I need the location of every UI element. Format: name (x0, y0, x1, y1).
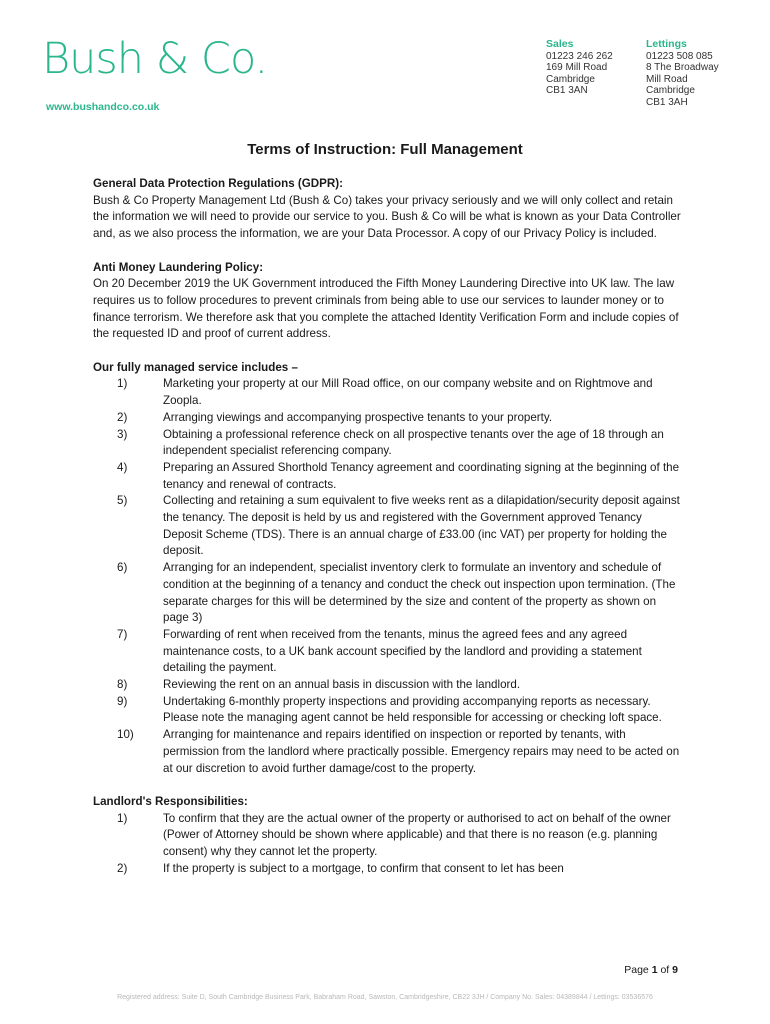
list-text: Arranging viewings and accompanying prospective tenants to your property. (163, 410, 553, 424)
page-label: Page (624, 964, 649, 976)
list-item (93, 861, 683, 878)
sales-phone: 01223 246 262 (546, 50, 613, 62)
list-text: To confirm that they are the actual owner of the property or authorised to act on behalf of the owner (Power of Attorney should be shown where applicable) and that there is no reason (e.g. planning consent) why they cannot let the property. (163, 811, 671, 859)
list-item (93, 427, 683, 460)
lettings-office-contact (646, 39, 719, 109)
list-number: 1) (117, 377, 128, 391)
list-number: 4) (117, 460, 128, 474)
lettings-heading: Lettings (646, 38, 687, 50)
service-section (93, 360, 683, 778)
list-text: Reviewing the rent on an annual basis in discussion with the landlord. (163, 678, 521, 692)
gdpr-heading: General Data Protection Regulations (GDPR): (93, 177, 343, 190)
page-of-label: of (660, 964, 670, 976)
list-item (93, 460, 683, 493)
list-item (93, 627, 683, 677)
sales-heading: Sales (546, 38, 574, 50)
list-number: 6) (117, 561, 128, 575)
aml-heading: Anti Money Laundering Policy: (93, 260, 264, 274)
service-list (93, 376, 683, 777)
list-text: Arranging for an independent, specialist inventory clerk to formulate an inventory and schedule of condition at the beginning of a tenancy and conduct the check out inspection upon termination. (The separate charges for this will be determined by the size and content of the property as shown on page 3) (163, 561, 676, 625)
landlord-list (93, 811, 683, 878)
sales-address-line: Cambridge (546, 73, 595, 85)
list-text: Undertaking 6-monthly property inspections and providing accompanying reports as necessary. Please note the managing agent cannot be held responsible for accessing or checking loft space. (163, 694, 662, 725)
list-item (93, 727, 683, 777)
page-total: 9 (672, 964, 678, 976)
list-number: 5) (117, 494, 128, 508)
list-number: 2) (117, 861, 128, 875)
list-number: 2) (117, 410, 128, 424)
list-item (93, 560, 683, 627)
aml-section (93, 260, 683, 344)
aml-text: On 20 December 2019 the UK Government introduced the Fifth Money Laundering Directive into UK law. The law requires us to follow procedures to prevent criminals from being able to use our services to launder money or to finance terrorism. We therefore ask that you complete the attached Identity Verification Form and include copies of the requested ID and proof of current address. (93, 277, 679, 341)
lettings-address-line: 8 The Broadway (646, 62, 719, 74)
list-text: Collecting and retaining a sum equivalent to five weeks rent as a dilapidation/security deposit against the tenancy. The deposit is held by us and registered with the Government approved Tenancy Deposit Scheme (TDS). There is an annual charge of £33.00 (inc VAT) per property for holding the deposit. (163, 494, 680, 558)
sales-office-contact (546, 39, 613, 97)
page-current: 1 (651, 964, 658, 976)
list-text: Forwarding of rent when received from the tenants, minus the agreed fees and any agreed maintenance costs, to a UK bank account specified by the landlord and providing a statement detailing the payment. (163, 627, 642, 675)
list-item (93, 677, 683, 694)
list-number: 9) (117, 694, 128, 708)
lettings-address-line: CB1 3AH (646, 96, 688, 108)
landlord-heading: Landlord's Responsibilities: (93, 794, 248, 808)
list-text: Arranging for maintenance and repairs identified on inspection or reported by tenants, with permission from the landlord where practically possible. Emergency repairs may need to be acted on at our discretion to avoid further damage/cost to the property. (163, 728, 680, 775)
list-text: If the property is subject to a mortgage, to confirm that consent to let has been (163, 861, 564, 875)
list-item (93, 410, 683, 427)
lettings-address-line: Mill Road (646, 73, 688, 85)
page-number (624, 964, 678, 976)
list-number: 7) (117, 627, 128, 641)
service-heading: Our fully managed service includes – (93, 360, 298, 374)
list-number: 10) (117, 728, 134, 742)
sales-address-line: 169 Mill Road (546, 62, 608, 74)
landlord-section (93, 794, 683, 878)
list-item (93, 376, 683, 409)
list-text: Obtaining a professional reference check on all prospective tenants over the age of 18 through an independent specialist referencing company. (163, 427, 664, 458)
document-body (93, 176, 683, 894)
list-text: Marketing your property at our Mill Road office, on our company website and on Rightmove and Zoopla. (163, 377, 653, 408)
footer-registered-address: Registered address: Suite D, South Cambridge Business Park, Babraham Road, Sawston, Cambridgeshire, CB22 3JH / Company No. Sales: 04389844 / Lettings: 03536576 (117, 994, 653, 1001)
lettings-phone: 01223 508 085 (646, 50, 713, 62)
list-item (93, 811, 683, 861)
gdpr-section (93, 176, 683, 243)
list-number: 1) (117, 811, 128, 825)
list-number: 3) (117, 427, 128, 441)
gdpr-text: Bush & Co Property Management Ltd (Bush & Co) takes your privacy seriously and we will only collect and retain the information we will need to provide our service to you. Bush & Co will be what is known as your Data Controller and, as we also process the information, we are your Data Processor. A copy of our Privacy Policy is included. (93, 193, 681, 241)
website-link[interactable]: www.bushandco.co.uk (46, 101, 160, 113)
list-number: 8) (117, 678, 128, 692)
list-item (93, 694, 683, 727)
lettings-address-line: Cambridge (646, 85, 695, 97)
sales-address-line: CB1 3AN (546, 85, 588, 97)
list-text: Preparing an Assured Shorthold Tenancy agreement and coordinating signing at the beginning of the tenancy and renewal of contracts. (163, 460, 680, 491)
list-item (93, 493, 683, 560)
company-logo: Bush & Co. (42, 34, 268, 84)
document-title: Terms of Instruction: Full Management (247, 141, 523, 158)
